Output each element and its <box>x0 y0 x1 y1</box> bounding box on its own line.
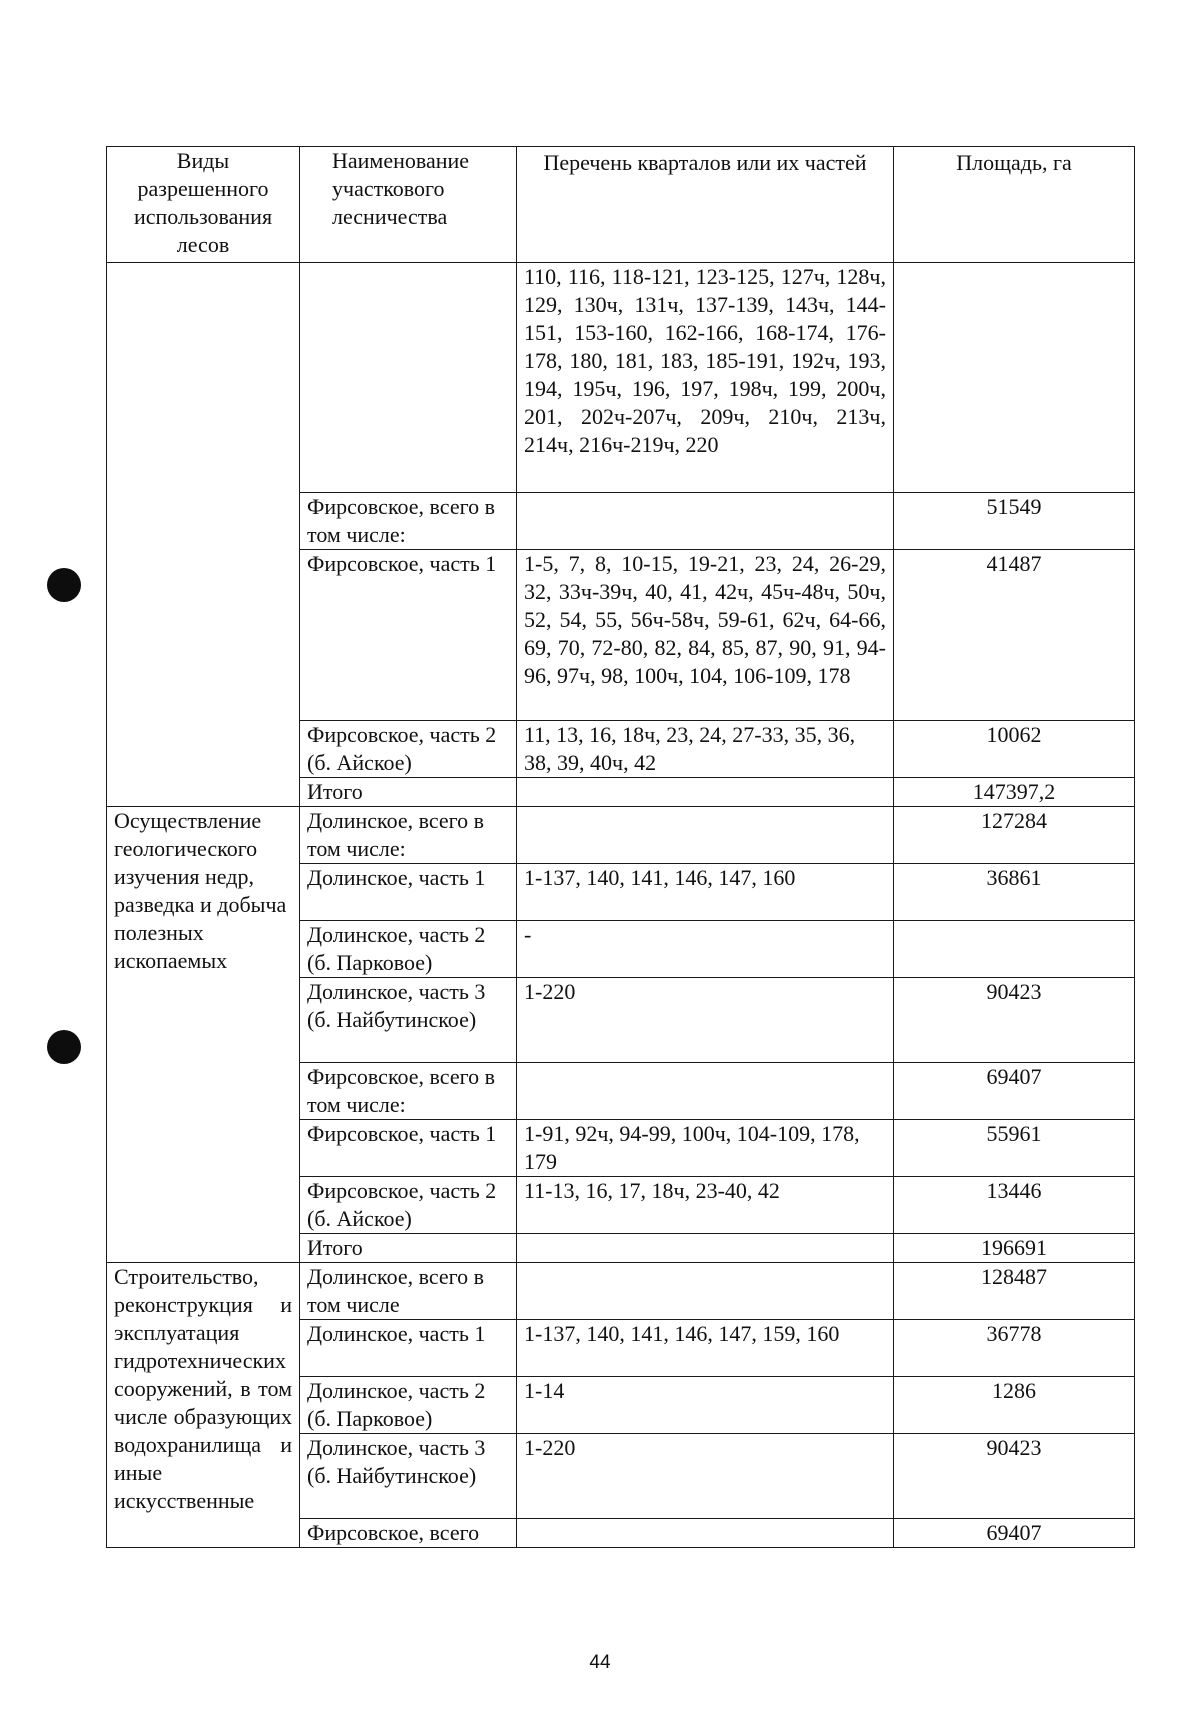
area-cell: 51549 <box>894 493 1135 550</box>
quarters-cell: 1-5, 7, 8, 10-15, 19-21, 23, 24, 26-29, 32, 33ч-39ч, 40, 41, 42ч, 45ч-48ч, 50ч, 52, 54, 55, 56ч-58ч, 59-61, 62ч, 64-66, 69, 70, 72-80, 82, 84, 85, 87, 90, 91, 94-96, 97ч, 98, 100ч, 104, 106-109, 178 <box>517 550 894 721</box>
header-district: Наименование участкового лесничества <box>300 147 517 263</box>
district-cell: Фирсовское, часть 1 <box>300 1120 517 1177</box>
area-cell: 55961 <box>894 1120 1135 1177</box>
area-cell: 69407 <box>894 1063 1135 1120</box>
district-cell: Фирсовское, часть 2 (б. Айское) <box>300 1177 517 1234</box>
area-cell: 36778 <box>894 1320 1135 1377</box>
table-row <box>107 807 1135 864</box>
header-quarters: Перечень кварталов или их частей <box>517 147 894 263</box>
district-cell: Фирсовское, часть 2 (б. Айское) <box>300 721 517 778</box>
quarters-cell: 1-220 <box>517 978 894 1063</box>
table-row <box>107 263 1135 493</box>
district-cell: Долинское, часть 1 <box>300 1320 517 1377</box>
quarters-cell: 1-14 <box>517 1377 894 1434</box>
district-cell <box>300 263 517 493</box>
quarters-cell <box>517 1263 894 1320</box>
area-cell: 10062 <box>894 721 1135 778</box>
quarters-cell: 1-137, 140, 141, 146, 147, 160 <box>517 864 894 921</box>
quarters-cell: 1-220 <box>517 1434 894 1519</box>
district-cell: Долинское, часть 1 <box>300 864 517 921</box>
district-cell: Итого <box>300 1234 517 1263</box>
area-cell: 41487 <box>894 550 1135 721</box>
quarters-cell <box>517 1063 894 1120</box>
quarters-cell <box>517 493 894 550</box>
area-cell: 13446 <box>894 1177 1135 1234</box>
quarters-cell <box>517 807 894 864</box>
area-cell: 36861 <box>894 864 1135 921</box>
use-type-cell: Осуществление геологического изучения недр, разведка и добыча полезных ископаемых <box>107 807 300 1263</box>
area-cell: 196691 <box>894 1234 1135 1263</box>
area-cell: 69407 <box>894 1519 1135 1548</box>
quarters-cell <box>517 1519 894 1548</box>
forest-use-table <box>106 146 1135 1548</box>
quarters-cell: 1-91, 92ч, 94-99, 100ч, 104-109, 178, 179 <box>517 1120 894 1177</box>
area-cell: 128487 <box>894 1263 1135 1320</box>
quarters-cell: 110, 116, 118-121, 123-125, 127ч, 128ч, 129, 130ч, 131ч, 137-139, 143ч, 144-151, 153-160, 162-166, 168-174, 176-178, 180, 181, 183, 185-191, 192ч, 193, 194, 195ч, 196, 197, 198ч, 199, 200ч, 201, 202ч-207ч, 209ч, 210ч, 213ч, 214ч, 216ч-219ч, 220 <box>517 263 894 493</box>
area-cell <box>894 263 1135 493</box>
header-area: Площадь, га <box>894 147 1135 263</box>
area-cell <box>894 921 1135 978</box>
district-cell: Фирсовское, всего в том числе: <box>300 1063 517 1120</box>
use-type-cell: Строительство, реконструкция и эксплуатация гидротехнических сооружений, в том числе образующих водохранилища и иные искусственные <box>107 1263 300 1548</box>
district-cell: Долинское, часть 2 (б. Парковое) <box>300 1377 517 1434</box>
use-type-cell <box>107 263 300 807</box>
district-cell: Долинское, всего в том числе <box>300 1263 517 1320</box>
quarters-cell: 11-13, 16, 17, 18ч, 23-40, 42 <box>517 1177 894 1234</box>
district-cell: Долинское, часть 3 (б. Найбутинское) <box>300 1434 517 1519</box>
district-cell: Долинское, часть 2 (б. Парковое) <box>300 921 517 978</box>
quarters-cell: 1-137, 140, 141, 146, 147, 159, 160 <box>517 1320 894 1377</box>
district-cell: Фирсовское, всего <box>300 1519 517 1548</box>
district-cell: Итого <box>300 778 517 807</box>
area-cell: 90423 <box>894 1434 1135 1519</box>
district-cell: Фирсовское, часть 1 <box>300 550 517 721</box>
quarters-cell: - <box>517 921 894 978</box>
table-row <box>107 1263 1135 1320</box>
quarters-cell <box>517 1234 894 1263</box>
page-number: 44 <box>589 1652 611 1673</box>
district-cell: Долинское, всего в том числе: <box>300 807 517 864</box>
punch-hole <box>47 568 81 602</box>
district-cell: Фирсовское, всего в том числе: <box>300 493 517 550</box>
header-use-type: Виды разрешенного использования лесов <box>107 147 300 263</box>
area-cell: 90423 <box>894 978 1135 1063</box>
area-cell: 1286 <box>894 1377 1135 1434</box>
quarters-cell <box>517 778 894 807</box>
area-cell: 127284 <box>894 807 1135 864</box>
quarters-cell: 11, 13, 16, 18ч, 23, 24, 27-33, 35, 36, 38, 39, 40ч, 42 <box>517 721 894 778</box>
district-cell: Долинское, часть 3 (б. Найбутинское) <box>300 978 517 1063</box>
table-header-row <box>107 147 1135 263</box>
area-cell: 147397,2 <box>894 778 1135 807</box>
punch-hole <box>47 1030 81 1064</box>
